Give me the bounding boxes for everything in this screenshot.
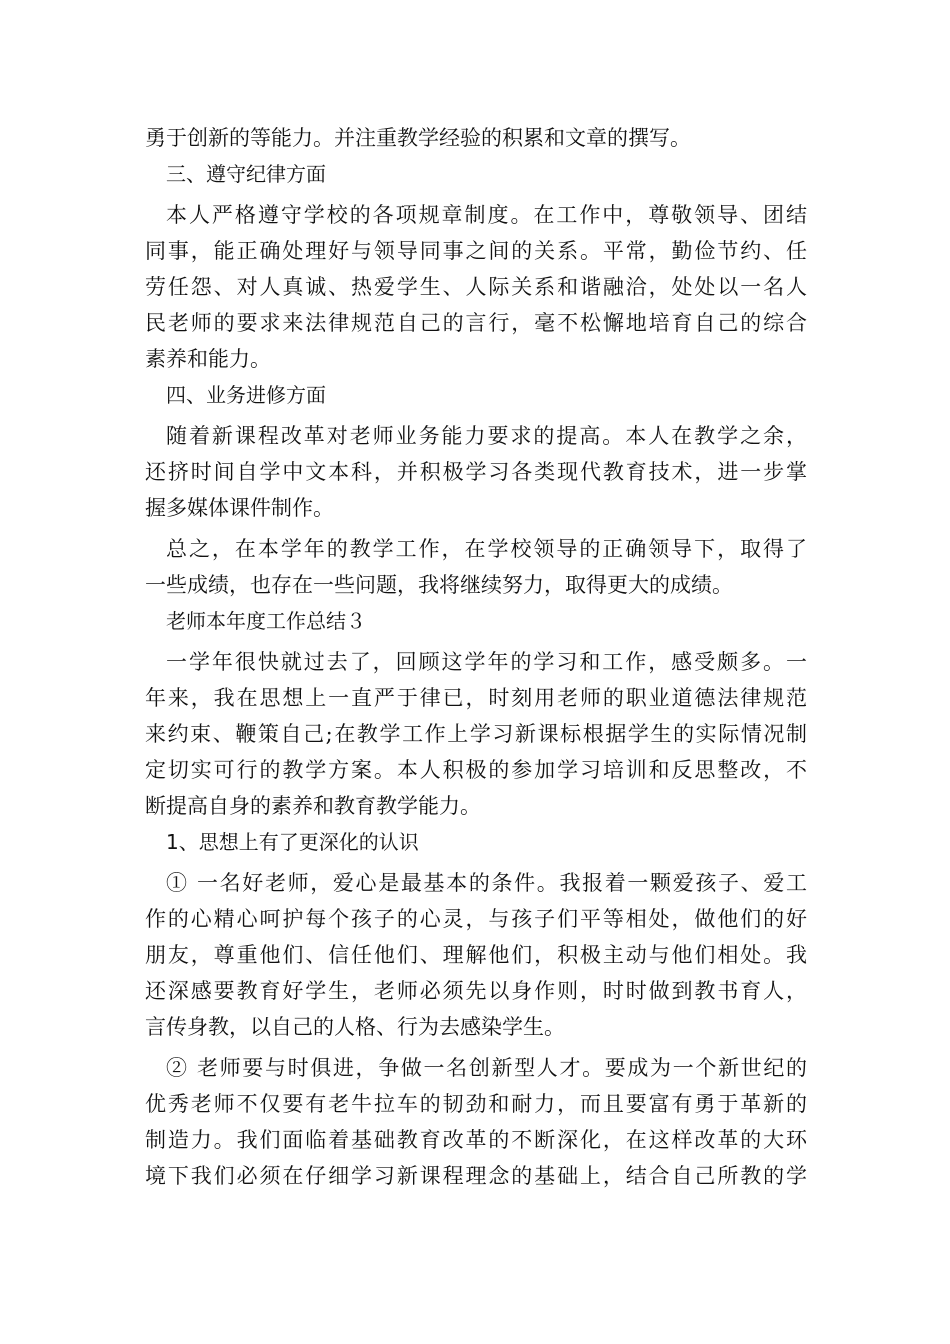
section-heading: 四、业务进修方面 [166,383,326,407]
paragraph-line: 优秀老师不仅要有老牛拉车的韧劲和耐力，而且要富有勇于革新的 [145,1092,807,1116]
paragraph-line: 握多媒体课件制作。 [145,496,334,520]
paragraph-line: ② 老师要与时俱进，争做一名创新型人才。要成为一个新世纪的 [166,1056,807,1080]
paragraph-line: 素养和能力。 [145,347,271,371]
paragraph-line: 作的心精心呵护每个孩子的心灵，与孩子们平等相处，做他们的好 [145,907,807,931]
paragraph-line: 民老师的要求来法律规范自己的言行，毫不松懈地培育自己的综合 [145,311,807,335]
paragraph-line: 来约束、鞭策自己;在教学工作上学习新课标根据学生的实际情况制 [145,722,807,746]
paragraph-line: 朋友，尊重他们、信任他们、理解他们，积极主动与他们相处。我 [145,943,807,967]
article-title: 老师本年度工作总结３ [166,609,366,633]
section-heading: 三、遵守纪律方面 [166,162,326,186]
paragraph-line: 还深感要教育好学生，老师必须先以身作则，时时做到教书育人， [145,979,807,1003]
paragraph-line: 断提高自身的素养和教育教学能力。 [145,794,481,818]
paragraph-line: 勇于创新的等能力。并注重教学经验的积累和文章的撰写。 [145,126,691,150]
subsection-heading: 1、思想上有了更深化的认识 [166,830,419,854]
paragraph-line: 制造力。我们面临着基础教育改革的不断深化，在这样改革的大环 [145,1128,807,1152]
paragraph-line: 还挤时间自学中文本科，并积极学习各类现代教育技术，进一步掌 [145,460,807,484]
paragraph-line: 定切实可行的教学方案。本人积极的参加学习培训和反思整改，不 [145,758,807,782]
paragraph-line: 劳任怨、对人真诚、热爱学生、人际关系和谐融洽，处处以一名人 [145,275,807,299]
paragraph-line: 一学年很快就过去了，回顾这学年的学习和工作，感受颇多。一 [166,650,807,674]
paragraph-line: 随着新课程改革对老师业务能力要求的提高。本人在教学之余， [166,424,807,448]
paragraph-line: 年来，我在思想上一直严于律已，时刻用老师的职业道德法律规范 [145,686,807,710]
paragraph-line: 言传身教，以自己的人格、行为去感染学生。 [145,1015,565,1039]
paragraph-line: ① 一名好老师，爱心是最基本的条件。我报着一颗爱孩子、爱工 [166,871,807,895]
paragraph-line: 境下我们必须在仔细学习新课程理念的基础上，结合自己所教的学 [145,1164,807,1188]
paragraph-line: 本人严格遵守学校的各项规章制度。在工作中，尊敬领导、团结 [166,203,807,227]
paragraph-line: 总之，在本学年的教学工作，在学校领导的正确领导下，取得了 [166,537,807,561]
paragraph-line: 同事，能正确处理好与领导同事之间的关系。平常，勤俭节约、任 [145,239,807,263]
document-page [145,120,807,1194]
paragraph-line: 一些成绩，也存在一些问题，我将继续努力，取得更大的成绩。 [145,573,733,597]
